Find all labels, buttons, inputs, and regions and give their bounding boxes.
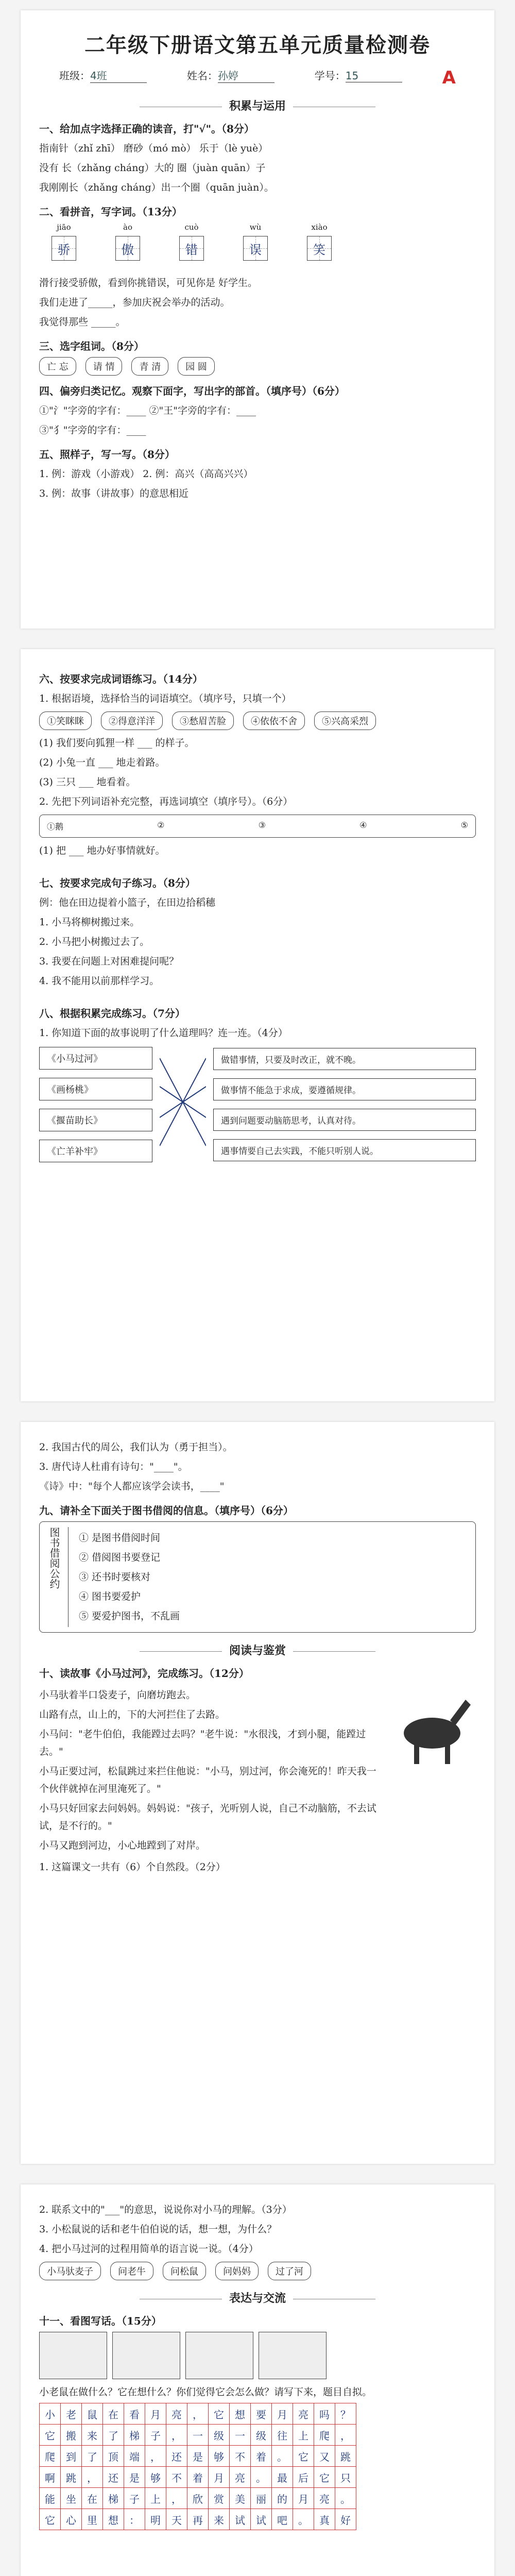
grid-cell: 鼠 — [82, 2403, 103, 2425]
grid-cell: 啊 — [40, 2467, 61, 2488]
grid-cell: 级 — [209, 2425, 230, 2446]
grid-cell: 赏 — [209, 2488, 230, 2509]
grid-cell: 要 — [251, 2403, 272, 2425]
grid-cell: 。 — [251, 2467, 272, 2488]
grid-cell: 它 — [40, 2425, 61, 2446]
grid-cell: 跳 — [335, 2446, 356, 2467]
grid-cell: 想 — [103, 2509, 124, 2530]
grid-cell: 还 — [166, 2446, 187, 2467]
q5-line: 1. 例：游戏（小游戏） 2. 例：高兴（高高兴兴） — [39, 468, 253, 480]
word-box: wù 误 — [231, 223, 280, 265]
grid-cell: 搬 — [61, 2425, 82, 2446]
p3-line: 3. 唐代诗人杜甫有诗句："____"。 — [39, 1461, 188, 1472]
exam-page-2 — [21, 649, 494, 1401]
grid-cell: ， — [145, 2446, 166, 2467]
option-chip: ①笑眯眯 — [39, 711, 92, 730]
q6-item: (3) 三只 ___ 地看着。 — [39, 776, 136, 788]
student-info — [39, 67, 476, 88]
grid-cell: 。 — [293, 2509, 314, 2530]
q2-text: 我们走进了_____，参加庆祝会举办的活动。 — [39, 297, 230, 308]
process-flow — [39, 2262, 476, 2280]
grid-cell: 在 — [82, 2488, 103, 2509]
grid-cell: 月 — [293, 2488, 314, 2509]
moral-option: 遇事情要自己去实践，不能只听别人说。 — [213, 1139, 476, 1161]
q4-title: 四、偏旁归类记忆。观察下面字，写出字的部首。（填序号）（6分） — [39, 385, 345, 397]
grid-cell: ， — [335, 2425, 356, 2446]
q2-pinyin-grid — [39, 223, 476, 270]
flow-step: 问妈妈 — [215, 2262, 259, 2280]
grid-cell: 亮 — [314, 2488, 335, 2509]
grid-cell: 爬 — [314, 2425, 335, 2446]
p3-line: 2. 我国古代的周公，我们认为（勇于担当）。 — [39, 1442, 233, 1453]
q5-title: 五、照样子，写一写。（8分） — [39, 448, 175, 461]
grid-cell: 老 — [61, 2403, 82, 2425]
story-paragraph: 小马驮着半口袋麦子，向磨坊跑去。 — [39, 1689, 196, 1701]
grid-cell: 又 — [314, 2446, 335, 2467]
comic-panel — [39, 2332, 107, 2379]
grid-cell: 了 — [103, 2425, 124, 2446]
grid-cell: 心 — [61, 2509, 82, 2530]
q10-subquestion: 3. 小松鼠说的话和老牛伯伯说的话，想一想，为什么？ — [39, 2224, 277, 2235]
grid-cell: 还 — [103, 2467, 124, 2488]
library-rules-heading: 图书借阅公约 — [47, 1527, 68, 1627]
grid-cell: 看 — [124, 2403, 145, 2425]
grid-cell: 级 — [251, 2425, 272, 2446]
q5-line: 3. 例：故事（讲故事）的意思相近 — [39, 488, 189, 499]
q3-title: 三、选字组词。（8分） — [39, 340, 144, 352]
rule-line: ④ 图书要爱护 — [79, 1591, 141, 1602]
char-pair: 园 圆 — [178, 357, 215, 376]
q3-pairs — [39, 357, 476, 376]
char-pair: 亡 忘 — [39, 357, 76, 376]
grid-cell: 亮 — [293, 2403, 314, 2425]
match-exercise — [39, 1047, 476, 1162]
grid-cell: 它 — [40, 2509, 61, 2530]
grid-cell: 子 — [145, 2425, 166, 2446]
q7-line: 例：他在田边提着小篮子，在田边拾稻穗 — [39, 897, 216, 908]
grid-cell: 爬 — [40, 2446, 61, 2467]
char-pair: 青 清 — [131, 357, 168, 376]
q2-title: 二、看拼音，写字词。（13分） — [39, 206, 182, 218]
grid-cell: 好 — [335, 2509, 356, 2530]
grid-cell: 后 — [293, 2467, 314, 2488]
grid-cell: ， — [187, 2403, 209, 2425]
grid-cell: ， — [166, 2425, 187, 2446]
grid-cell: 它 — [209, 2403, 230, 2425]
grid-cell: 来 — [209, 2509, 230, 2530]
moral-option: 做事情不能急于求成，要遵循规律。 — [213, 1078, 476, 1100]
grid-cell: 不 — [166, 2467, 187, 2488]
q6-item: (1) 把 ___ 地办好事情就好。 — [39, 845, 165, 856]
section-header-1: 积累与运用 — [39, 97, 476, 113]
name-field: 姓名：孙婷 — [187, 67, 274, 88]
grid-cell: 的 — [272, 2488, 293, 2509]
q6-options — [39, 711, 476, 730]
p3-line: 《诗》中："每个人都应该学会读书，____" — [39, 1481, 225, 1492]
q10-subquestion: 1. 这篇课文一共有（6）个自然段。（2分） — [39, 1861, 226, 1873]
grid-cell: 不 — [230, 2446, 251, 2467]
grid-cell: 上 — [145, 2488, 166, 2509]
q2-text: 滑行接受骄傲，看到你挑错误，可见你是 好学生。 — [39, 277, 258, 289]
story-paragraph: 小马正要过河，松鼠跳过来拦住他说："小马，别过河，你会淹死的！昨天我一个伙伴就掉在河里淹死了。" — [39, 1766, 376, 1794]
q10-title: 十、读故事《小马过河》，完成练习。（12分） — [39, 1667, 249, 1680]
word-box: xiào 笑 — [295, 223, 344, 265]
word-chain: ①鹅 ② ③ ④ ⑤ — [39, 815, 476, 838]
writing-grid — [39, 2403, 356, 2530]
comic-panel — [112, 2332, 180, 2379]
word-box: ào 傲 — [103, 223, 152, 265]
rule-line: ① 是图书借阅时间 — [79, 1532, 161, 1544]
grid-cell: 吧 — [272, 2509, 293, 2530]
q7-line: 1. 小马将柳树搬过来。 — [39, 917, 140, 928]
q10-subquestion: 2. 联系文中的"___"的意思，说说你对小马的理解。（3分） — [39, 2204, 292, 2215]
flow-step: 问松鼠 — [163, 2262, 206, 2280]
grid-cell: 试 — [230, 2509, 251, 2530]
q9-title: 九、请补全下面关于图书借阅的信息。（填序号）（6分） — [39, 1504, 294, 1517]
grade-mark: A — [442, 67, 456, 88]
picture-sequence — [39, 2332, 476, 2379]
q4-line: ①"氵"字旁的字有：____ ②"王"字旁的字有：____ — [39, 405, 256, 416]
char-pair: 请 情 — [85, 357, 123, 376]
option-chip: ④依依不舍 — [243, 711, 305, 730]
q4-line: ③"犭"字旁的字有：____ — [39, 425, 146, 436]
grid-cell: 是 — [187, 2446, 209, 2467]
grid-cell: 梯 — [124, 2425, 145, 2446]
grid-cell: 再 — [187, 2509, 209, 2530]
grid-cell: 天 — [166, 2509, 187, 2530]
exam-page-4 — [21, 2184, 494, 2576]
grid-cell: ， — [82, 2467, 103, 2488]
grid-cell: 欣 — [187, 2488, 209, 2509]
q6-item: (2) 小兔一直 ___ 地走着路。 — [39, 757, 165, 768]
story-title: 《小马过河》 — [39, 1047, 152, 1070]
horse-illustration — [388, 1684, 476, 1772]
moral-option: 遇到问题要动脑筋思考，认真对待。 — [213, 1109, 476, 1131]
grid-cell: 。 — [335, 2488, 356, 2509]
grid-cell: 试 — [251, 2509, 272, 2530]
q1-title: 一、给加点字选择正确的读音，打"√"。（8分） — [39, 123, 254, 135]
exam-title: 二年级下册语文第五单元质量检测卷 — [84, 33, 431, 57]
grid-cell: 来 — [82, 2425, 103, 2446]
grid-cell: 在 — [103, 2403, 124, 2425]
class-field: 班级：4班 — [59, 67, 147, 88]
rule-line: ⑤ 要爱护图书，不乱画 — [79, 1611, 180, 1622]
grid-cell: 一 — [230, 2425, 251, 2446]
q7-title: 七、按要求完成句子练习。（8分） — [39, 877, 196, 889]
grid-cell: 里 — [82, 2509, 103, 2530]
grid-cell: 到 — [61, 2446, 82, 2467]
exam-page-1 — [21, 10, 494, 629]
grid-cell: ： — [124, 2509, 145, 2530]
grid-cell: 是 — [124, 2467, 145, 2488]
q1-line: 指南针（zhǐ zhī） 磨砂（mó mò） 乐于（lè yuè） — [39, 143, 268, 154]
q7-line: 2. 小马把小树搬过去了。 — [39, 936, 150, 947]
comic-panel — [259, 2332, 327, 2379]
flow-step: 小马驮麦子 — [39, 2262, 101, 2280]
grid-cell: ？ — [335, 2403, 356, 2425]
grid-cell: 上 — [293, 2425, 314, 2446]
option-chip: ②得意洋洋 — [101, 711, 163, 730]
grid-cell: 明 — [145, 2509, 166, 2530]
grid-cell: 。 — [272, 2446, 293, 2467]
q7-line: 3. 我要在问题上对困难提问呢？ — [39, 956, 179, 967]
grid-cell: 着 — [187, 2467, 209, 2488]
story-title: 《揠苗助长》 — [39, 1109, 152, 1131]
grid-cell: 够 — [145, 2467, 166, 2488]
match-lines — [160, 1048, 206, 1161]
grid-cell: 跳 — [61, 2467, 82, 2488]
q10-subquestion: 4. 把小马过河的过程用简单的语言说一说。（4分） — [39, 2243, 259, 2255]
section-header-2: 阅读与鉴赏 — [39, 1642, 476, 1658]
grid-cell: 月 — [272, 2403, 293, 2425]
grid-cell: 美 — [230, 2488, 251, 2509]
grid-cell: 顶 — [103, 2446, 124, 2467]
q1-line: 没有 长（zhǎng cháng）大的 圈（juàn quān）子 — [39, 162, 266, 174]
q6-instruction: 2. 先把下列词语补充完整，再选词填空（填序号）。（6分） — [39, 796, 293, 807]
comic-panel — [185, 2332, 253, 2379]
library-rules-card — [39, 1521, 476, 1633]
grid-cell: 梯 — [103, 2488, 124, 2509]
writing-prompt: 小老鼠在做什么？它在想什么？你们觉得它会怎么做？请写下来，题目自拟。 — [39, 2386, 372, 2398]
grid-cell: 它 — [314, 2467, 335, 2488]
grid-cell: 真 — [314, 2509, 335, 2530]
q6-item: (1) 我们要向狐狸一样 ___ 的样子。 — [39, 737, 195, 749]
grid-cell: 着 — [251, 2446, 272, 2467]
q8-title: 八、根据积累完成练习。（7分） — [39, 1007, 185, 1020]
grid-cell: 小 — [40, 2403, 61, 2425]
grid-cell: 一 — [187, 2425, 209, 2446]
grid-cell: 亮 — [166, 2403, 187, 2425]
q6-title: 六、按要求完成词语练习。（14分） — [39, 673, 203, 685]
grid-cell: 往 — [272, 2425, 293, 2446]
option-chip: ⑤兴高采烈 — [314, 711, 376, 730]
flow-step: 过了河 — [268, 2262, 311, 2280]
story-paragraph: 山路有点，山上的，下的大河拦住了去路。 — [39, 1709, 226, 1720]
word-box: jiāo 骄 — [39, 223, 89, 265]
grid-cell: 了 — [82, 2446, 103, 2467]
grid-cell: 只 — [335, 2467, 356, 2488]
grid-cell: 够 — [209, 2446, 230, 2467]
grid-cell: 端 — [124, 2446, 145, 2467]
grid-cell: 子 — [124, 2488, 145, 2509]
story-title: 《画杨桃》 — [39, 1078, 152, 1100]
story-title: 《亡羊补牢》 — [39, 1140, 152, 1162]
grid-cell: 亮 — [230, 2467, 251, 2488]
q11-title: 十一、看图写话。（15分） — [39, 2315, 162, 2327]
grid-cell: 能 — [40, 2488, 61, 2509]
option-chip: ③愁眉苦脸 — [172, 711, 234, 730]
grid-cell: 丽 — [251, 2488, 272, 2509]
q8-instruction: 1. 你知道下面的故事说明了什么道理吗？连一连。（4分） — [39, 1027, 288, 1039]
story-paragraph: 小马只好回家去问妈妈。妈妈说："孩子，光听别人说，自己不动脑筋，不去试试，是不行的。" — [39, 1803, 376, 1832]
grid-cell: 坐 — [61, 2488, 82, 2509]
grid-cell: 它 — [293, 2446, 314, 2467]
word-box: cuò 错 — [167, 223, 216, 265]
grid-cell: ， — [166, 2488, 187, 2509]
exam-page-3 — [21, 1422, 494, 2164]
rule-line: ② 借阅图书要登记 — [79, 1552, 161, 1563]
flow-step: 问老牛 — [110, 2262, 153, 2280]
rule-line: ③ 还书时要核对 — [79, 1571, 151, 1583]
grid-cell: 想 — [230, 2403, 251, 2425]
q6-instruction: 1. 根据语境，选择恰当的词语填空。（填序号，只填一个） — [39, 693, 291, 704]
story-paragraph: 小马问："老牛伯伯，我能蹚过去吗？"老牛说："水很浅，才到小腿，能蹚过去。" — [39, 1728, 366, 1757]
grid-cell: 吗 — [314, 2403, 335, 2425]
q2-text: 我觉得那些 _____。 — [39, 316, 126, 328]
grid-cell: 月 — [145, 2403, 166, 2425]
q7-line: 4. 我不能用以前那样学习。 — [39, 975, 160, 987]
section-header-3: 表达与交流 — [39, 2290, 476, 2306]
grid-cell: 最 — [272, 2467, 293, 2488]
id-field: 学号：15 — [315, 67, 402, 88]
moral-option: 做错事情，只要及时改正，就不晚。 — [213, 1048, 476, 1070]
grid-cell: 月 — [209, 2467, 230, 2488]
q1-line: 我刚刚长（zhǎng cháng）出一个圈（quān juàn）。 — [39, 182, 274, 193]
story-paragraph: 小马又跑到河边，小心地蹚到了对岸。 — [39, 1840, 206, 1851]
